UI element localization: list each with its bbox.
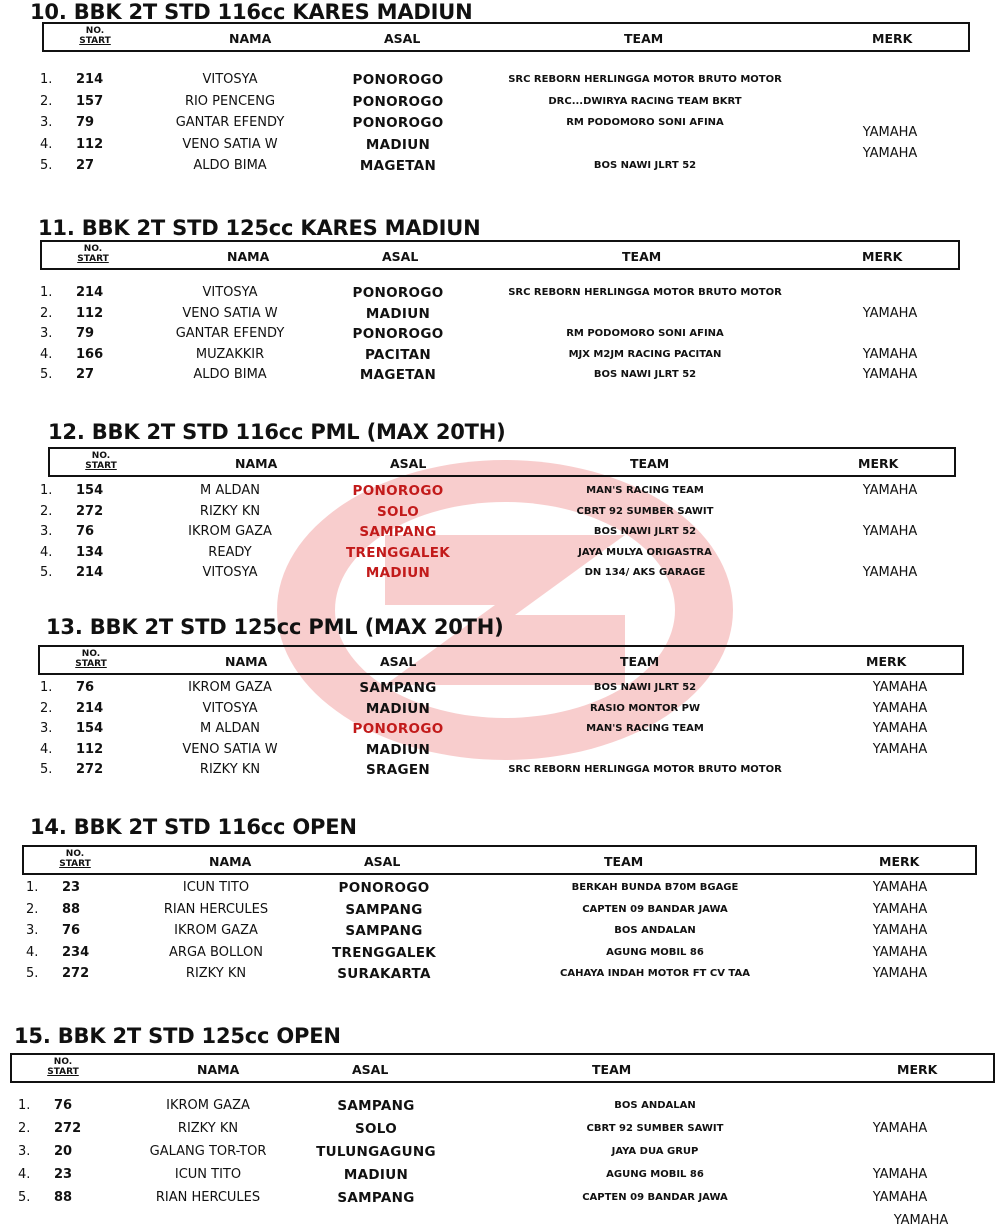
row-start-number: 214 — [76, 72, 104, 87]
row-position: 4. — [18, 1167, 31, 1182]
row-rider-name: READY — [208, 544, 252, 560]
header-no: NO. — [91, 451, 111, 461]
table-row — [0, 721, 1000, 742]
row-city: SOLO — [355, 1121, 397, 1137]
header-start: START — [59, 859, 91, 869]
table-row — [0, 94, 1000, 115]
table-row — [0, 565, 1000, 586]
row-brand: YAMAHA — [862, 565, 918, 580]
header-name: NAMA — [235, 456, 278, 471]
row-team: BOS ANDALAN — [614, 925, 696, 936]
row-position: 4. — [40, 136, 53, 152]
row-start-number: 27 — [76, 367, 95, 382]
header-brand: MERK — [872, 31, 913, 46]
row-rider-name: VENO SATIA W — [182, 305, 278, 321]
header-no-start — [70, 26, 120, 46]
row-city: MADIUN — [343, 1167, 409, 1183]
row-position: 2. — [40, 700, 53, 716]
row-rider-name: VENO SATIA W — [182, 741, 278, 757]
row-city: MAGETAN — [359, 158, 437, 174]
row-team: AGUNG MOBIL 86 — [606, 1169, 704, 1180]
row-city: MADIUN — [365, 136, 431, 153]
row-team: BERKAH BUNDA B70M BGAGE — [571, 882, 739, 893]
header-name: NAMA — [229, 31, 272, 46]
row-position: 1. — [26, 880, 39, 895]
row-rider-name: IKROM GAZA — [188, 524, 272, 539]
table-row — [0, 1098, 1000, 1119]
header-name: NAMA — [225, 654, 268, 669]
row-position: 2. — [26, 901, 39, 917]
header-brand: MERK — [862, 249, 903, 264]
row-city: MADIUN — [365, 741, 431, 758]
row-position: 1. — [40, 72, 53, 87]
row-city: TRENGGALEK — [331, 944, 437, 961]
row-team: JAYA MULYA ORIGASTRA — [578, 546, 712, 558]
row-team: MAN'S RACING TEAM — [586, 485, 704, 496]
row-rider-name: VITOSYA — [202, 700, 258, 716]
row-brand: YAMAHA — [872, 1121, 928, 1136]
row-position: 1. — [40, 285, 53, 300]
row-rider-name: ICUN TITO — [182, 880, 250, 895]
row-rider-name: RIO PENCENG — [184, 93, 276, 109]
header-no: NO. — [85, 26, 105, 36]
table-header — [48, 447, 956, 477]
table-row — [0, 680, 1000, 701]
row-position: 5. — [26, 966, 39, 981]
row-start-number: 234 — [62, 944, 90, 960]
row-position: 2. — [40, 305, 53, 321]
row-team: CAPTEN 09 BANDAR JAWA — [582, 903, 728, 915]
row-start-number: 272 — [62, 966, 90, 981]
row-rider-name: GANTAR EFENDY — [175, 115, 285, 130]
header-brand: MERK — [897, 1062, 938, 1077]
row-start-number: 76 — [54, 1098, 73, 1113]
row-start-number: 214 — [76, 700, 104, 716]
row-position: 3. — [26, 923, 39, 938]
table-header — [42, 22, 970, 52]
header-start: START — [75, 659, 107, 669]
row-rider-name: ARGA BOLLON — [169, 944, 263, 960]
row-start-number: 76 — [76, 524, 95, 539]
row-position: 5. — [40, 158, 53, 173]
row-brand: YAMAHA — [872, 721, 928, 736]
row-team: SRC REBORN HERLINGGA MOTOR BRUTO MOTOR — [508, 764, 782, 775]
header-city: ASAL — [390, 456, 427, 471]
row-start-number: 88 — [54, 1190, 73, 1205]
table-row — [0, 524, 1000, 545]
row-city: SURAKARTA — [337, 966, 431, 982]
row-brand: YAMAHA — [872, 966, 928, 981]
table-header — [10, 1053, 995, 1083]
row-city: MADIUN — [365, 305, 431, 322]
row-brand: YAMAHA — [872, 923, 928, 938]
row-start-number: 166 — [76, 346, 104, 362]
row-city: MAGETAN — [359, 367, 437, 383]
row-brand: YAMAHA — [872, 1190, 928, 1205]
row-team: RM PODOMORO SONI AFINA — [566, 117, 724, 128]
row-city: SAMPANG — [345, 901, 423, 918]
header-no-start — [66, 649, 116, 669]
row-city: SAMPANG — [337, 1098, 415, 1114]
table-row — [0, 504, 1000, 525]
row-brand: YAMAHA — [872, 901, 928, 917]
table-row — [0, 1121, 1000, 1142]
row-position: 4. — [26, 944, 39, 960]
row-rider-name: RIAN HERCULES — [155, 1190, 261, 1205]
row-rider-name: GALANG TOR-TOR — [149, 1144, 267, 1159]
row-position: 4. — [40, 346, 53, 362]
row-team: JAYA DUA GRUP — [611, 1146, 699, 1157]
table-row — [0, 146, 1000, 179]
row-start-number: 27 — [76, 158, 95, 173]
row-city: SAMPANG — [359, 524, 437, 540]
table-row — [0, 367, 1000, 388]
row-position: 5. — [40, 565, 53, 580]
row-rider-name: IKROM GAZA — [188, 680, 272, 695]
row-start-number: 154 — [76, 721, 104, 736]
row-start-number: 272 — [76, 762, 104, 777]
row-start-number: 20 — [54, 1144, 73, 1159]
header-no: NO. — [53, 1057, 73, 1067]
table-row — [0, 880, 1000, 901]
header-start: START — [79, 36, 111, 46]
row-city: SAMPANG — [345, 923, 423, 939]
row-city: MADIUN — [365, 700, 431, 717]
row-position: 1. — [18, 1098, 31, 1113]
row-city: TRENGGALEK — [345, 544, 451, 561]
row-team: BOS ANDALAN — [614, 1100, 696, 1111]
row-brand-extra: YAMAHA — [893, 1213, 949, 1228]
table-row — [0, 285, 1000, 306]
row-city: PONOROGO — [352, 721, 444, 737]
table-row — [0, 347, 1000, 368]
row-position: 3. — [40, 721, 53, 736]
row-city: PONOROGO — [352, 93, 444, 110]
table-row — [0, 701, 1000, 722]
row-position: 2. — [18, 1121, 31, 1136]
row-team: CBRT 92 SUMBER SAWIT — [586, 1123, 724, 1134]
section-title: 11. BBK 2T STD 125cc KARES MADIUN — [38, 216, 481, 240]
row-team: BOS NAWI JLRT 52 — [593, 682, 697, 693]
row-position: 2. — [40, 93, 53, 109]
row-start-number: 79 — [76, 115, 95, 130]
row-city: PONOROGO — [352, 115, 444, 131]
row-position: 2. — [40, 503, 53, 519]
row-rider-name: M ALDAN — [200, 721, 260, 736]
header-city: ASAL — [380, 654, 417, 669]
row-team: MJX M2JM RACING PACITAN — [568, 348, 722, 360]
header-team: TEAM — [622, 249, 662, 264]
header-team: TEAM — [592, 1062, 632, 1077]
header-no: NO. — [83, 244, 103, 254]
header-no-start — [38, 1057, 88, 1077]
row-start-number: 112 — [76, 136, 104, 152]
row-brand: YAMAHA — [862, 305, 918, 321]
row-city: PONOROGO — [352, 285, 444, 301]
row-position: 3. — [40, 524, 53, 539]
row-team: SRC REBORN HERLINGGA MOTOR BRUTO MOTOR — [508, 287, 782, 298]
row-team: DN 134/ AKS GARAGE — [584, 567, 706, 578]
header-city: ASAL — [384, 31, 421, 46]
table-header — [40, 240, 960, 270]
row-brand: YAMAHA — [872, 680, 928, 695]
table-header — [38, 645, 964, 675]
header-no-start — [68, 244, 118, 264]
row-start-number: 23 — [62, 880, 81, 895]
row-position: 5. — [40, 762, 53, 777]
table-row — [0, 1167, 1000, 1188]
row-rider-name: RIZKY KN — [185, 966, 247, 981]
row-position: 5. — [40, 367, 53, 382]
row-city: SOLO — [377, 503, 419, 520]
row-city: PACITAN — [364, 346, 432, 363]
table-row — [0, 762, 1000, 783]
row-rider-name: VENO SATIA W — [182, 136, 278, 152]
header-start: START — [85, 461, 117, 471]
row-brand: YAMAHA — [872, 700, 928, 716]
header-no: NO. — [65, 849, 85, 859]
row-brand: YAMAHA — [862, 146, 918, 161]
row-rider-name: VITOSYA — [202, 565, 258, 580]
row-rider-name: RIZKY KN — [199, 503, 261, 519]
header-no-start — [76, 451, 126, 471]
row-position: 3. — [18, 1144, 31, 1159]
row-team: RASIO MONTOR PW — [589, 702, 701, 714]
table-row — [0, 945, 1000, 966]
row-brand: YAMAHA — [872, 741, 928, 757]
table-row — [0, 902, 1000, 923]
table-row — [0, 72, 1000, 93]
table-row — [0, 1190, 1000, 1211]
row-start-number: 76 — [62, 923, 81, 938]
header-team: TEAM — [620, 654, 660, 669]
row-rider-name: IKROM GAZA — [166, 1098, 250, 1113]
row-start-number: 76 — [76, 680, 95, 695]
row-team: CBRT 92 SUMBER SAWIT — [576, 505, 714, 517]
row-brand: YAMAHA — [862, 346, 918, 362]
section-title: 13. BBK 2T STD 125cc PML (MAX 20TH) — [46, 615, 504, 639]
row-position: 4. — [40, 544, 53, 560]
row-rider-name: RIAN HERCULES — [163, 901, 269, 917]
row-brand: YAMAHA — [872, 1167, 928, 1182]
row-position: 4. — [40, 741, 53, 757]
row-team: CAHAYA INDAH MOTOR FT CV TAA — [560, 968, 750, 979]
table-row — [0, 326, 1000, 347]
row-city: MADIUN — [365, 565, 431, 581]
row-rider-name: RIZKY KN — [177, 1121, 239, 1136]
row-city: SRAGEN — [366, 762, 430, 778]
table-row — [0, 545, 1000, 566]
row-start-number: 272 — [54, 1121, 82, 1136]
row-team: SRC REBORN HERLINGGA MOTOR BRUTO MOTOR — [508, 74, 782, 85]
row-rider-name: ALDO BIMA — [193, 367, 267, 382]
row-team: RM PODOMORO SONI AFINA — [566, 328, 724, 339]
row-city: PONOROGO — [338, 880, 430, 896]
row-start-number: 23 — [54, 1167, 73, 1182]
header-team: TEAM — [630, 456, 670, 471]
row-brand: YAMAHA — [862, 483, 918, 498]
row-start-number: 134 — [76, 544, 104, 560]
row-position: 3. — [40, 115, 53, 130]
row-rider-name: MUZAKKIR — [195, 346, 265, 362]
row-rider-name: GANTAR EFENDY — [175, 326, 285, 341]
row-rider-name: VITOSYA — [202, 285, 258, 300]
row-team: BOS NAWI JLRT 52 — [593, 160, 697, 171]
row-brand: YAMAHA — [862, 524, 918, 539]
section-title: 14. BBK 2T STD 116cc OPEN — [30, 815, 357, 839]
row-start-number: 88 — [62, 901, 81, 917]
section-title: 10. BBK 2T STD 116cc KARES MADIUN — [30, 0, 473, 24]
row-position: 1. — [40, 680, 53, 695]
header-city: ASAL — [382, 249, 419, 264]
header-name: NAMA — [227, 249, 270, 264]
header-team: TEAM — [624, 31, 664, 46]
row-rider-name: IKROM GAZA — [174, 923, 258, 938]
row-start-number: 214 — [76, 285, 104, 300]
header-brand: MERK — [879, 854, 920, 869]
table-row — [0, 306, 1000, 327]
row-rider-name: RIZKY KN — [199, 762, 261, 777]
header-team: TEAM — [604, 854, 644, 869]
row-position: 1. — [40, 483, 53, 498]
row-team: AGUNG MOBIL 86 — [606, 946, 704, 958]
table-row — [0, 966, 1000, 987]
row-start-number: 112 — [76, 741, 104, 757]
header-brand: MERK — [866, 654, 907, 669]
header-name: NAMA — [209, 854, 252, 869]
row-team: BOS NAWI JLRT 52 — [593, 369, 697, 380]
header-start: START — [77, 254, 109, 264]
row-city: PONOROGO — [352, 72, 444, 88]
row-start-number: 154 — [76, 483, 104, 498]
table-row — [0, 1144, 1000, 1165]
section-title: 12. BBK 2T STD 116cc PML (MAX 20TH) — [48, 420, 506, 444]
row-start-number: 214 — [76, 565, 104, 580]
table-row — [0, 923, 1000, 944]
row-city: SAMPANG — [359, 680, 437, 696]
row-start-number: 79 — [76, 326, 95, 341]
header-no-start — [50, 849, 100, 869]
row-brand: YAMAHA — [862, 124, 918, 140]
row-team: CAPTEN 09 BANDAR JAWA — [582, 1192, 728, 1203]
row-team: DRC...DWIRYA RACING TEAM BKRT — [548, 95, 742, 107]
row-position: 3. — [40, 326, 53, 341]
row-city: SAMPANG — [337, 1190, 415, 1206]
row-team: MAN'S RACING TEAM — [586, 723, 704, 734]
row-city: PONOROGO — [352, 483, 444, 499]
header-city: ASAL — [364, 854, 401, 869]
row-rider-name: ICUN TITO — [174, 1167, 242, 1182]
row-position: 5. — [18, 1190, 31, 1205]
header-name: NAMA — [197, 1062, 240, 1077]
row-start-number: 112 — [76, 305, 104, 321]
table-row — [0, 742, 1000, 763]
row-brand: YAMAHA — [862, 367, 918, 382]
row-team: BOS NAWI JLRT 52 — [593, 526, 697, 537]
header-city: ASAL — [352, 1062, 389, 1077]
row-rider-name: M ALDAN — [200, 483, 260, 498]
table-row — [0, 483, 1000, 504]
row-start-number: 157 — [76, 93, 104, 109]
table-header — [22, 845, 977, 875]
row-brand: YAMAHA — [872, 944, 928, 960]
row-start-number: 272 — [76, 503, 104, 519]
row-city: PONOROGO — [352, 326, 444, 342]
row-rider-name: ALDO BIMA — [193, 158, 267, 173]
row-rider-name: VITOSYA — [202, 72, 258, 87]
row-city: TULUNGAGUNG — [316, 1144, 436, 1160]
row-brand: YAMAHA — [872, 880, 928, 895]
header-brand: MERK — [858, 456, 899, 471]
header-no: NO. — [81, 649, 101, 659]
section-title: 15. BBK 2T STD 125cc OPEN — [14, 1024, 341, 1048]
header-start: START — [47, 1067, 79, 1077]
